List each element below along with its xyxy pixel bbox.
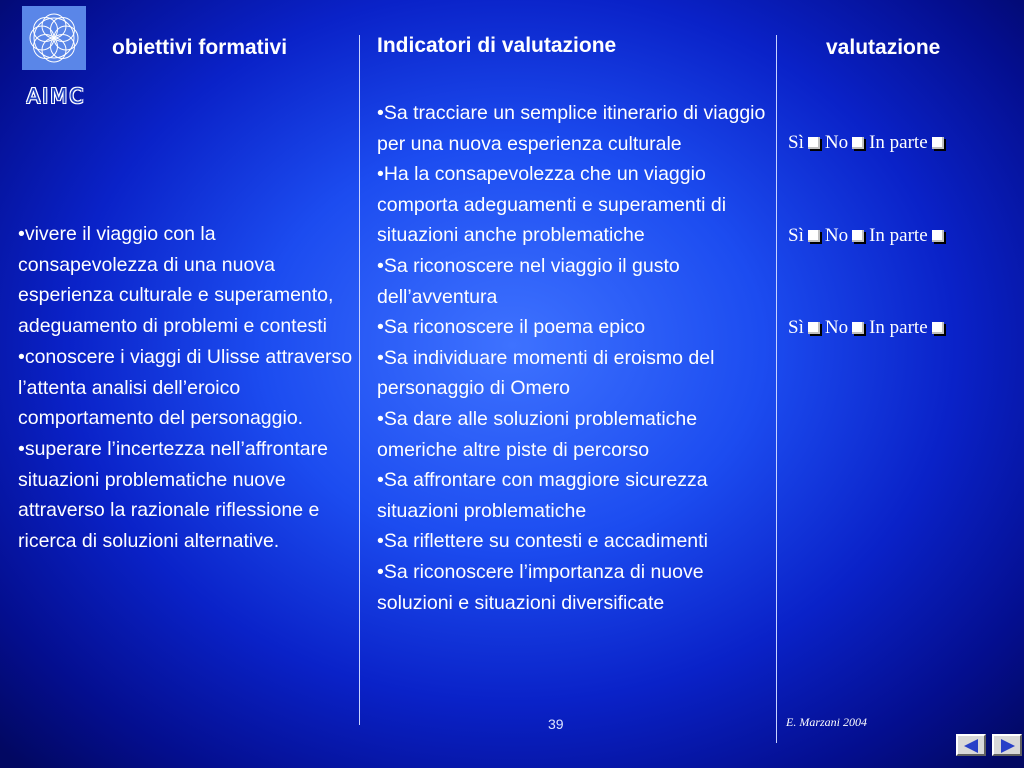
objective-item: •conoscere i viaggi di Ulisse attraverso l’attenta analisi dell’eroico comportamento del personaggio. <box>18 345 353 430</box>
indicator-item: •Ha la consapevolezza che un viaggio comporta adeguamenti e superamenti di situazioni anche problematiche <box>377 163 727 247</box>
option-partial-label: In parte <box>869 132 928 153</box>
page-number: 39 <box>548 716 564 732</box>
checkbox-partial[interactable] <box>932 230 944 242</box>
objective-item: •superare l’incertezza nell’affrontare situazioni problematiche nuove attraverso la razionale riflessione e ricerca di soluzioni alternative. <box>18 437 328 553</box>
option-yes-label: Sì <box>788 317 804 338</box>
logo-text: AIMC <box>26 84 86 108</box>
aimc-logo-icon <box>22 6 86 70</box>
indicator-item: •Sa riconoscere nel viaggio il gusto dell’avventura <box>377 254 680 308</box>
indicator-item: •Sa riconoscere il poema epico <box>377 316 646 339</box>
previous-slide-button[interactable] <box>956 734 986 756</box>
indicators-header: Indicatori di valutazione <box>377 34 617 57</box>
indicator-item: •Sa affrontare con maggiore sicurezza situazioni problematiche <box>377 469 708 522</box>
checkbox-yes[interactable] <box>808 230 820 242</box>
objectives-list <box>18 219 356 557</box>
checkbox-yes[interactable] <box>808 137 820 149</box>
checkbox-partial[interactable] <box>932 137 944 149</box>
column-divider-left <box>359 35 360 725</box>
author-credit: E. Marzani 2004 <box>786 715 867 729</box>
indicator-item: •Sa individuare momenti di eroismo del personaggio di Omero <box>377 346 715 400</box>
evaluation-row <box>788 132 949 154</box>
indicator-item: •Sa dare alle soluzioni problematiche omeriche altre piste di percorso <box>377 407 698 461</box>
option-no-label: No <box>824 132 849 153</box>
next-slide-button[interactable] <box>992 734 1022 756</box>
option-partial-label: In parte <box>869 317 928 338</box>
column-divider-right <box>776 35 777 743</box>
option-no-label: No <box>824 225 849 246</box>
checkbox-no[interactable] <box>852 230 864 242</box>
evaluation-row <box>788 317 949 339</box>
objectives-header: obiettivi formativi <box>112 36 288 59</box>
arrow-right-icon <box>1001 739 1015 753</box>
indicators-list <box>377 98 775 618</box>
option-yes-label: Sì <box>788 132 804 153</box>
indicator-item: •Sa riconoscere l’importanza di nuove soluzioni e situazioni diversificate <box>377 560 704 614</box>
evaluation-row <box>788 225 949 247</box>
option-partial-label: In parte <box>869 225 928 246</box>
option-no-label: No <box>824 317 849 338</box>
checkbox-partial[interactable] <box>932 322 944 334</box>
checkbox-no[interactable] <box>852 137 864 149</box>
indicator-item: •Sa tracciare un semplice itinerario di viaggio per una nuova esperienza culturale <box>377 102 766 155</box>
option-yes-label: Sì <box>788 225 804 246</box>
indicator-item: •Sa riflettere su contesti e accadimenti <box>377 530 708 553</box>
evaluation-header: valutazione <box>826 36 941 59</box>
checkbox-no[interactable] <box>852 322 864 334</box>
arrow-left-icon <box>964 739 978 753</box>
checkbox-yes[interactable] <box>808 322 820 334</box>
objective-item: •vivere il viaggio con la consapevolezza di una nuova esperienza culturale e superamento, adeguamento di problemi e contesti <box>18 223 334 338</box>
